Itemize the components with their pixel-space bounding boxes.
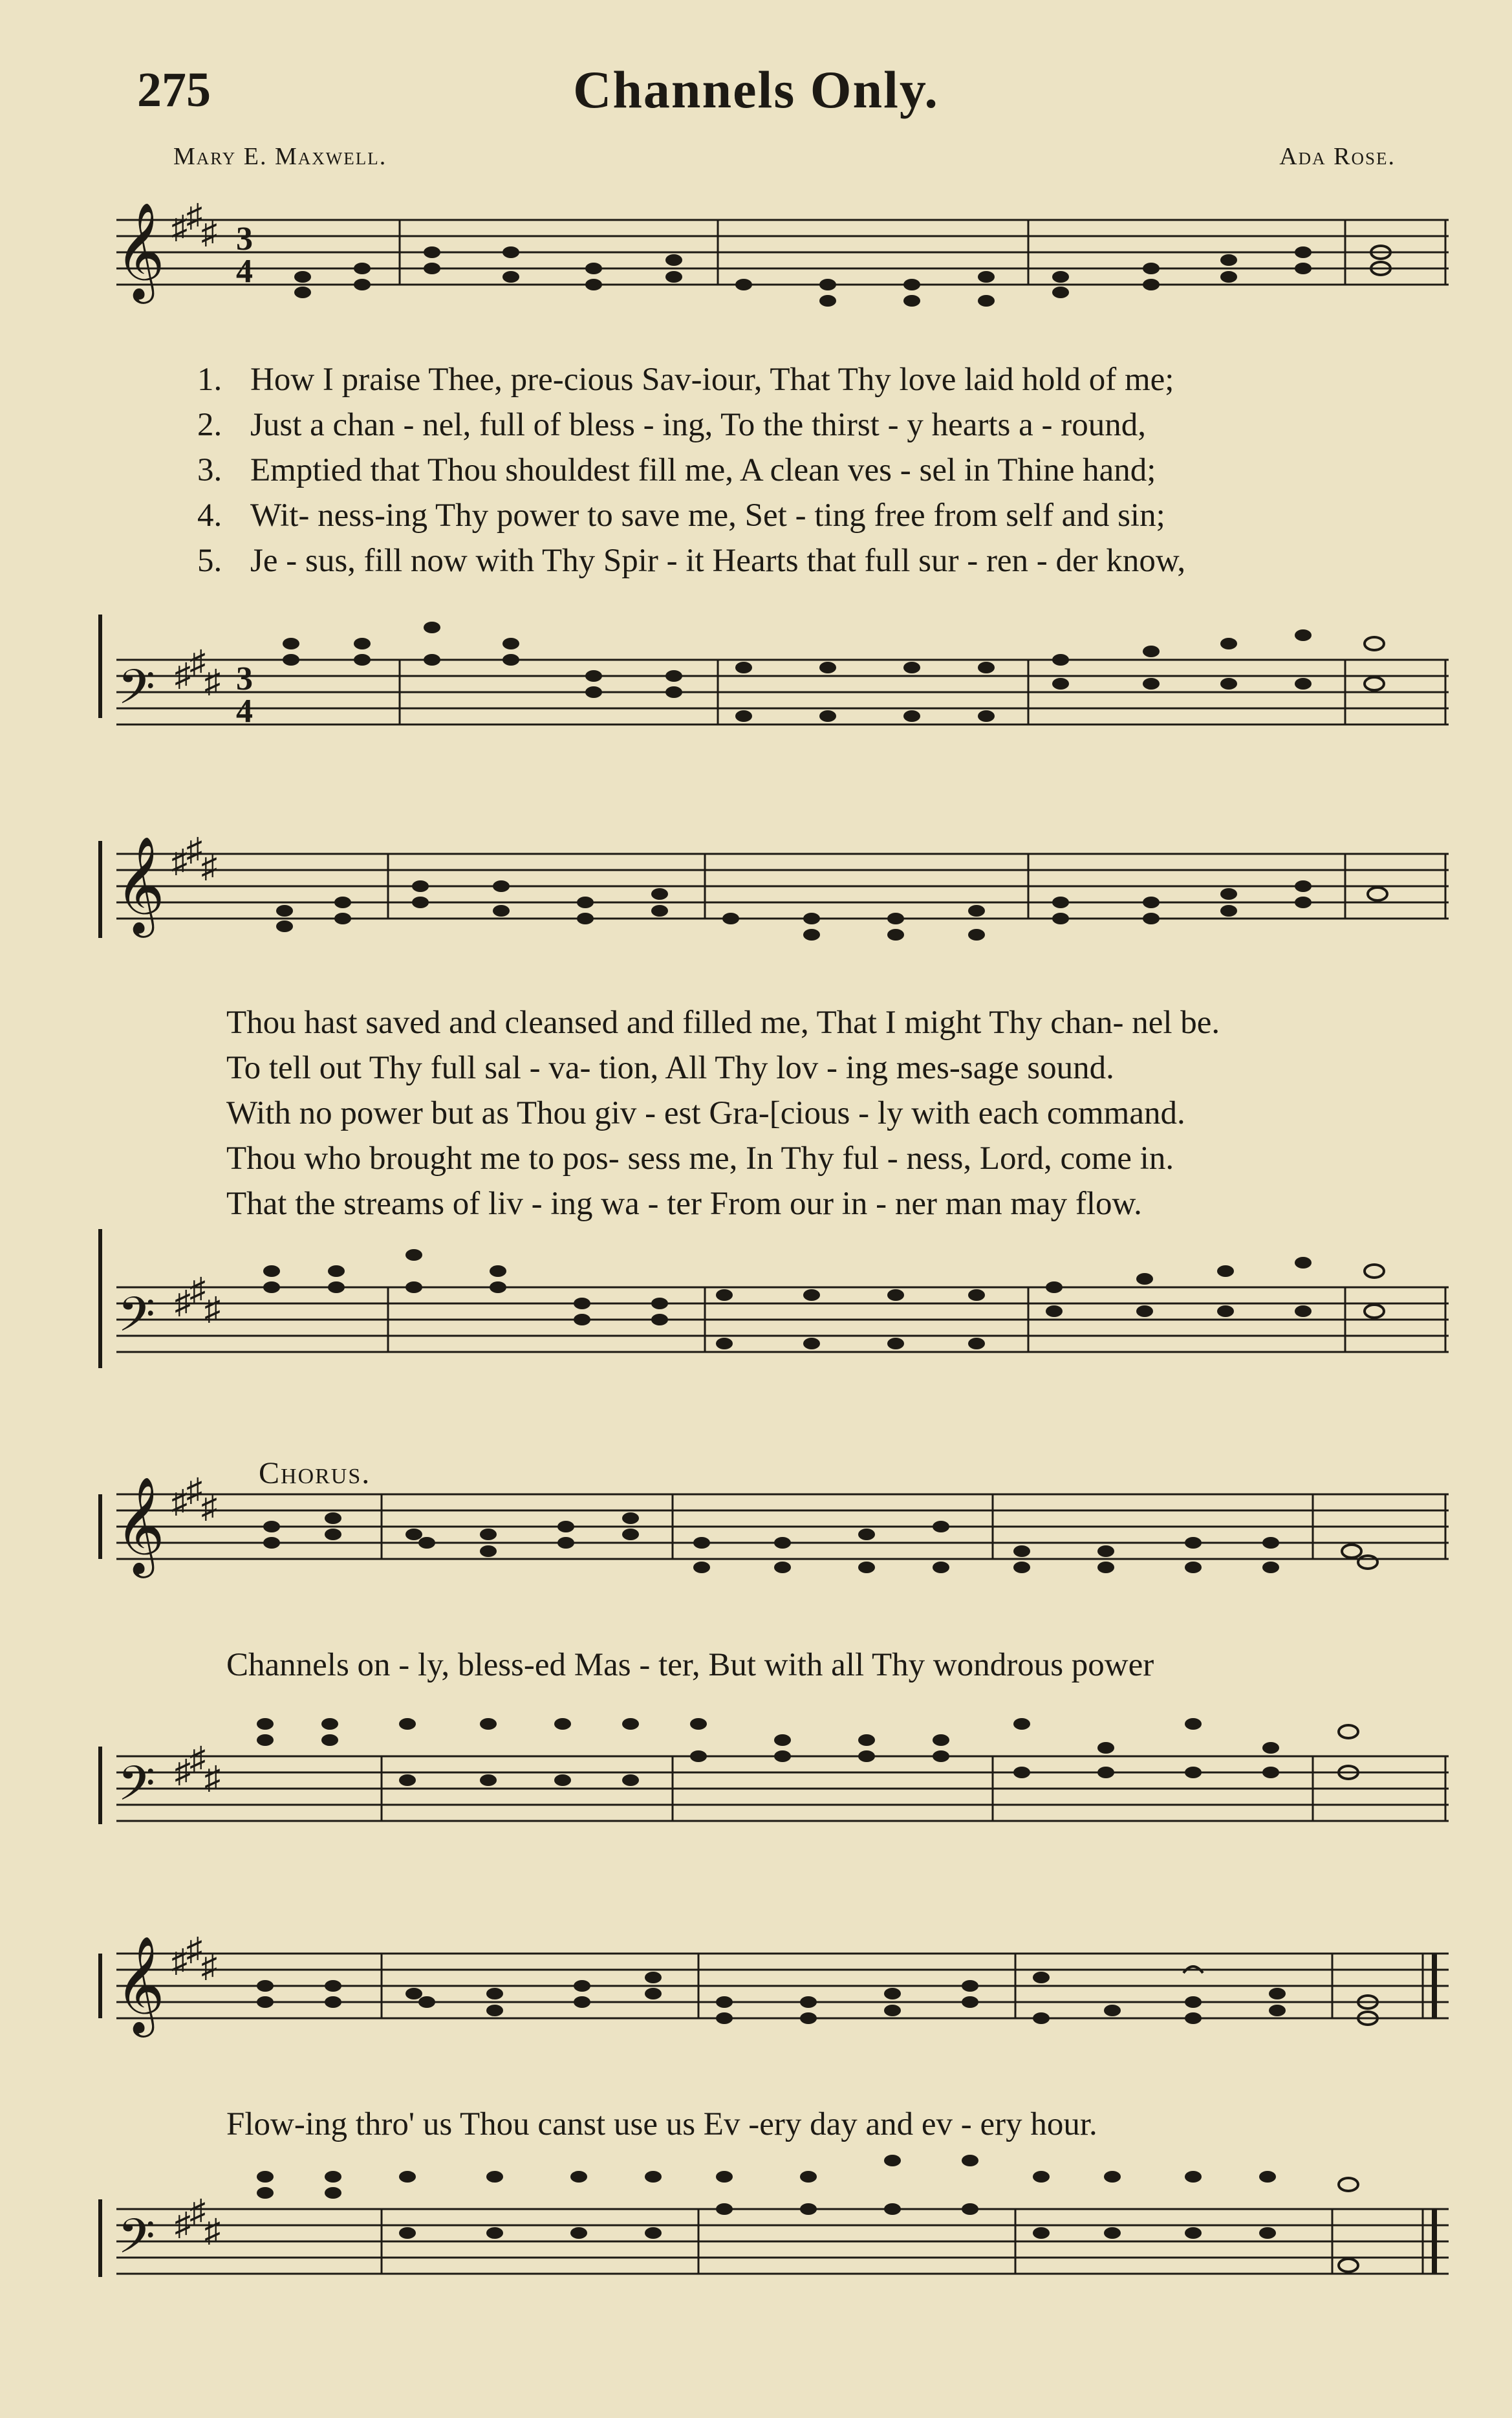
svg-text:♯: ♯ bbox=[171, 843, 188, 879]
verse-4-line-2: Thou who brought me to pos- sess me, In Thy ful - ness, Lord, come in. bbox=[226, 1140, 1174, 1177]
system-3-bass-staff bbox=[0, 1695, 1512, 1850]
system-2-treble-staff bbox=[0, 831, 1512, 970]
svg-text:♯: ♯ bbox=[189, 2193, 206, 2229]
svg-text:♯: ♯ bbox=[201, 1948, 217, 1984]
verse-1-line-2: Thou hast saved and cleansed and filled me, That I might Thy chan- nel be. bbox=[226, 1005, 1220, 1041]
music-composer: Ada Rose. bbox=[1279, 143, 1396, 170]
svg-text:♯: ♯ bbox=[186, 197, 202, 234]
verse-3-line-2: With no power but as Thou giv - est Gra-[cious - ly with each command. bbox=[226, 1095, 1185, 1131]
svg-text:♯: ♯ bbox=[171, 209, 188, 245]
svg-text:♯: ♯ bbox=[189, 1271, 206, 1307]
svg-text:♯: ♯ bbox=[201, 214, 217, 250]
svg-text:♯: ♯ bbox=[201, 848, 217, 884]
svg-text:♯: ♯ bbox=[171, 1943, 188, 1979]
svg-text:♯: ♯ bbox=[186, 1931, 202, 1967]
system-1-treble-staff bbox=[0, 197, 1512, 336]
svg-text:4: 4 bbox=[236, 693, 253, 730]
verse-2-line-1: 2. Just a chan - nel, full of bless - ing, To the thirst - y hearts a - round, bbox=[197, 407, 1146, 443]
svg-text:♯: ♯ bbox=[175, 657, 191, 693]
words-author: Mary E. Maxwell. bbox=[173, 143, 387, 170]
svg-text:𝄢: 𝄢 bbox=[118, 1287, 155, 1355]
svg-text:♯: ♯ bbox=[171, 1483, 188, 1519]
svg-text:𝄢: 𝄢 bbox=[118, 2208, 155, 2276]
svg-text:𝄞: 𝄞 bbox=[115, 1476, 165, 1574]
svg-text:𝄢: 𝄢 bbox=[118, 1756, 155, 1824]
chorus-label: Chorus. bbox=[259, 1456, 371, 1490]
svg-text:𝄞: 𝄞 bbox=[115, 201, 165, 300]
system-2-bass-staff bbox=[0, 1229, 1512, 1384]
svg-text:𝄞: 𝄞 bbox=[115, 835, 165, 933]
verse-3-line-1: 3. Emptied that Thou shouldest fill me, A clean ves - sel in Thine hand; bbox=[197, 452, 1156, 488]
svg-text:♯: ♯ bbox=[204, 2212, 221, 2249]
svg-text:♯: ♯ bbox=[204, 1291, 221, 1327]
hymn-number: 275 bbox=[137, 63, 211, 117]
svg-text:3: 3 bbox=[236, 660, 253, 697]
svg-text:♯: ♯ bbox=[175, 2206, 191, 2242]
svg-text:♯: ♯ bbox=[204, 663, 221, 699]
chorus-line-2: Flow-ing thro' us Thou canst use us Ev -ery day and ev - ery hour. bbox=[226, 2106, 1097, 2142]
svg-text:4: 4 bbox=[236, 253, 253, 290]
svg-text:♯: ♯ bbox=[186, 831, 202, 867]
verse-5-line-2: That the streams of liv - ing wa - ter From our in - ner man may flow. bbox=[226, 1186, 1142, 1222]
verse-1-line-1: 1. How I praise Thee, pre-cious Sav-iour, That Thy love laid hold of me; bbox=[197, 362, 1174, 398]
hymn-title: Channels Only. bbox=[573, 60, 939, 119]
svg-text:♯: ♯ bbox=[189, 644, 206, 680]
svg-text:♯: ♯ bbox=[186, 1472, 202, 1508]
svg-text:♯: ♯ bbox=[175, 1753, 191, 1789]
verse-4-line-1: 4. Wit- ness-ing Thy power to save me, Set - ting free from self and sin; bbox=[197, 497, 1165, 534]
system-1-bass-staff bbox=[0, 615, 1512, 770]
svg-text:𝄞: 𝄞 bbox=[115, 1935, 165, 2033]
svg-text:♯: ♯ bbox=[189, 1740, 206, 1776]
system-4-treble-staff bbox=[0, 1931, 1512, 2089]
verse-5-line-1: 5. Je - sus, fill now with Thy Spir - it Hearts that full sur - ren - der know, bbox=[197, 543, 1186, 579]
svg-text:𝄢: 𝄢 bbox=[118, 659, 155, 727]
system-4-bass-staff bbox=[0, 2148, 1512, 2296]
svg-text:♯: ♯ bbox=[175, 1284, 191, 1320]
svg-text:♯: ♯ bbox=[201, 1488, 217, 1525]
svg-text:3: 3 bbox=[236, 221, 253, 257]
chorus-line-1: Channels on - ly, bless-ed Mas - ter, But with all Thy wondrous power bbox=[226, 1647, 1154, 1683]
verse-2-line-2: To tell out Thy full sal - va- tion, All Thy lov - ing mes-sage sound. bbox=[226, 1050, 1114, 1086]
svg-text:♯: ♯ bbox=[204, 1759, 221, 1796]
